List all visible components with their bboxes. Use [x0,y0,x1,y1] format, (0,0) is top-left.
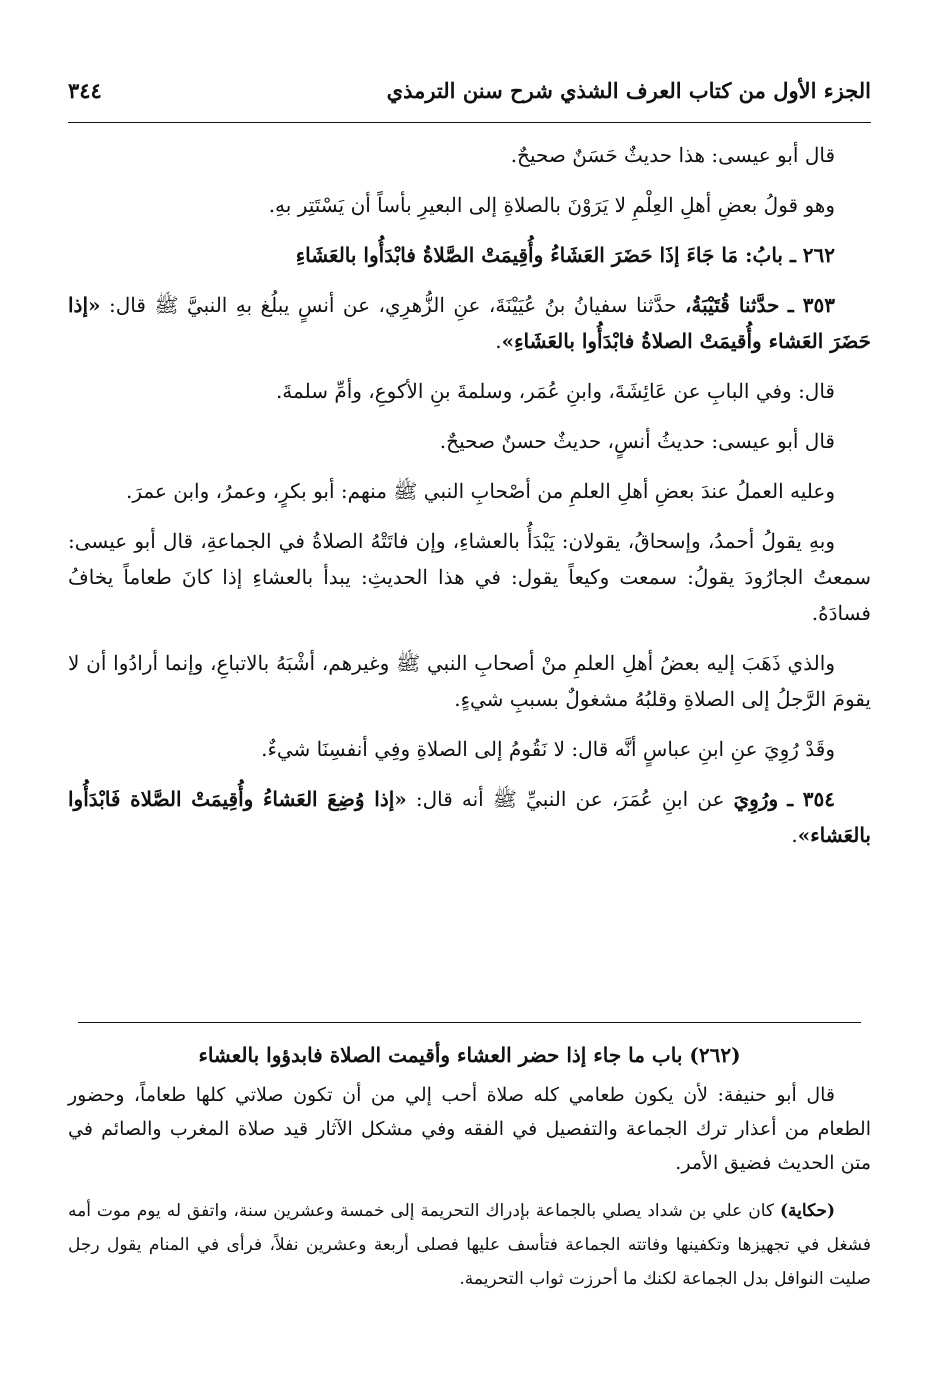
page-header [68,72,871,108]
hadith-354 [68,781,871,853]
hadith-opening: حدَّثنا قُتَيْبَةُ، [684,293,780,317]
commentary-anecdote [68,1194,871,1296]
paragraph: وهو قولُ بعضِ أهلِ العِلْمِ لا يَرَوْنَ بالصلاةِ إلى البعيرِ بأساً أن يَسْتَتِر بهِ. [268,193,835,217]
paragraph: قال أبو عيسى: حديثُ أنسٍ، حديثٌ حسنٌ صحيحٌ. [439,429,835,453]
hadith-end: . [495,329,502,353]
paragraph: وقَدْ رُوِيَ عنِ ابنِ عباسٍ أنَّه قال: لا نَقُومُ إلى الصلاةِ وفِي أنفسِنَا شيءٌ. [261,737,835,761]
running-title: الجزء الأول من كتاب العرف الشذي شرح سنن الترمذي [386,77,871,103]
commentary-section [68,1038,871,1296]
anecdote-text: كان علي بن شداد يصلي بالجماعة بإدراك التحريمة إلى خمسة وعشرين سنة، واتفق له يوم موت أمه فشغل في تجهيزها وتكفينها وفاتته الجماعة فتأسف عليها فصلى أربعة وعشرين نفلاً، فرأى في المنام يقول رجل صليت النوافل بدل الجماعة لكنك ما أحرزت ثواب التحريمة. [68,1201,871,1289]
commentary-paragraph: قال أبو حنيفة: لأن يكون طعامي كله صلاة أحب إلي من أن تكون صلاتي كلها طعاماً، وحضور الطعام من أعذار ترك الجماعة والتفصيل في الفقه وفي مشكل الآثار قيد صلاة المغرب والصائم في متن الحديث فضيق الأمر. [68,1084,871,1174]
commentary-title: (٢٦٢) باب ما جاء إذا حضر العشاء وأقيمت الصلاة فابدؤوا بالعشاء [198,1043,741,1067]
anecdote-label: (حكاية) [780,1201,836,1221]
hadith-number: ٣٥٣ ـ [787,293,836,317]
paragraph: وعليه العملُ عندَ بعضِ أهلِ العلمِ من أصْحابِ النبي ﷺ منهم: أبو بكرٍ، وعمرُ، وابن عمرَ. [126,479,835,503]
hadith-number: ٣٥٤ ـ [787,787,836,811]
hadith-isnad: عن ابنِ عُمَرَ، عن النبيِّ ﷺ أنه قال: [415,787,725,811]
main-text [68,137,871,853]
paragraph: قال أبو عيسى: هذا حديثٌ حَسَنٌ صحيحٌ. [510,143,835,167]
hadith-end: . [791,823,798,847]
hadith-opening: ورُوِيَ [733,787,779,811]
paragraph: قال: وفي البابِ عن عَائِشَةَ، وابنِ عُمَر، وسلمةَ بنِ الأكوعِ، وأمِّ سلمةَ. [275,379,835,403]
hadith-matn: «إذا وُضِعَ العَشاءُ وأُقِيمَتْ الصَّلاة فَابْدَأُوا بالعَشاء» [68,787,871,847]
header-rule [68,122,871,123]
hadith-isnad: حدَّثنا سفيانُ بنُ عُيَيْنَةَ، عنِ الزُّهرِي، عن أنسٍ يبلُغ بهِ النبيَّ ﷺ قال: [108,293,677,317]
paragraph: والذي ذَهَبَ إليه بعضُ أهلِ العلمِ منْ أصحابِ النبي ﷺ وغيرهم، أشْبَهُ بالاتباعِ، وإنما أرادُوا أن لا يقومَ الرَّجلُ إلى الصلاةِ وقلبُهُ مشغولٌ بسببِ شيءٍ. [68,651,871,711]
paragraph: وبهِ يقولُ أحمدُ، وإسحاقُ، يقولان: يَبْدَأُ بالعشاءِ، وإن فاتَتْهُ الصلاةُ في الجماعةِ، قال أبو عيسى: سمعتُ الجارُودَ يقولُ: سمعت وكيعاً يقول: في هذا الحديثِ: يبدأ بالعشاءِ إذا كانَ طعاماً يخافُ فسادَهُ. [68,529,871,625]
hadith-353 [68,287,871,359]
commentary-separator [78,1022,861,1023]
page-number: ٣٤٤ [68,77,102,103]
chapter-heading: ٢٦٢ ـ بابُ: مَا جَاءَ إذَا حَضَرَ العَشَاءُ وأُقِيمَتْ الصَّلاةُ فابْدَأُوا بالعَشَاءِ [295,243,835,267]
hadith-matn: «إذا حَضَرَ العَشاء وأُقيمَتْ الصلاةُ فابْدَأُوا بالعَشَاءِ» [68,293,871,353]
